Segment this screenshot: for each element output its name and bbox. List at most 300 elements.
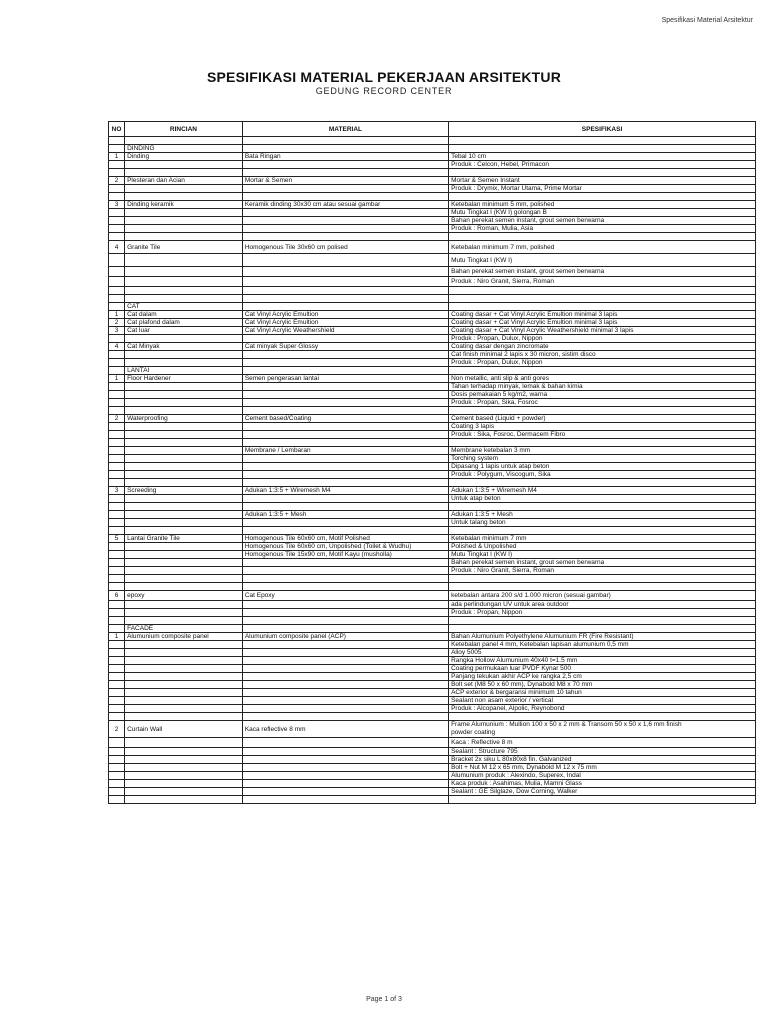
table-row	[109, 233, 756, 241]
cell-spesifikasi: Membrane ketebalan 3 mm	[449, 447, 756, 455]
table-row	[109, 455, 756, 463]
cell-no	[109, 772, 125, 780]
cell-spesifikasi: Mutu Tingkat I (KW I) golongan B	[449, 209, 756, 217]
cell-spesifikasi: Coating dasar + Cat Vinyl Acrylic Emultion minimal 3 lapis	[449, 319, 756, 327]
table-row	[109, 527, 756, 535]
page-number: Page 1 of 3	[366, 996, 402, 1003]
cell-rincian	[125, 738, 243, 748]
cell-no	[109, 277, 125, 287]
table-row	[109, 201, 756, 209]
cell-rincian: Cat luar	[125, 327, 243, 335]
cell-rincian	[125, 748, 243, 756]
cell-spesifikasi: Polished & Unpolished	[449, 543, 756, 551]
table-row	[109, 287, 756, 295]
specification-table	[108, 121, 756, 804]
cell-spesifikasi	[449, 303, 756, 311]
cell-rincian: FACADE	[125, 625, 243, 633]
cell-no	[109, 527, 125, 535]
cell-rincian	[125, 503, 243, 511]
table-row	[109, 713, 756, 721]
cell-spesifikasi: Kaca produk : Asahimas, Mulia, Mamni Glass	[449, 780, 756, 788]
cell-no: 1	[109, 153, 125, 161]
cell-material	[242, 503, 448, 511]
table-row	[109, 217, 756, 225]
cell-no: 2	[109, 721, 125, 738]
cell-spesifikasi: Alumunium produk : Alexindo, Superex, Indal	[449, 772, 756, 780]
cell-no: 1	[109, 311, 125, 319]
cell-rincian: Granite Tile	[125, 241, 243, 254]
cell-no	[109, 169, 125, 177]
cell-no	[109, 233, 125, 241]
cell-no	[109, 359, 125, 367]
table-row	[109, 609, 756, 617]
cell-no	[109, 463, 125, 471]
cell-spesifikasi: Adukan 1:3:5 + Mesh	[449, 511, 756, 519]
cell-spesifikasi: Bolt set (M8 50 x 60 mm), Dynabold M8 x 70 mm	[449, 681, 756, 689]
cell-no	[109, 161, 125, 169]
cell-material	[242, 455, 448, 463]
cell-material: Cement based/Coating	[242, 415, 448, 423]
cell-material: Adukan 1:3:5 + Wiremesh M4	[242, 487, 448, 495]
cell-no	[109, 447, 125, 455]
table-row	[109, 487, 756, 495]
cell-no	[109, 209, 125, 217]
column-header-no: NO	[109, 122, 125, 137]
cell-rincian	[125, 495, 243, 503]
table-row	[109, 367, 756, 375]
cell-rincian	[125, 479, 243, 487]
cell-material	[242, 287, 448, 295]
table-row	[109, 697, 756, 705]
cell-no	[109, 267, 125, 277]
document-subtitle: GEDUNG RECORD CENTER	[315, 86, 453, 96]
cell-spesifikasi: Ketebalan minimum 7 mm	[449, 535, 756, 543]
cell-material	[242, 519, 448, 527]
cell-material: Alumunium composite panel (ACP)	[242, 633, 448, 641]
table-row	[109, 327, 756, 335]
cell-rincian	[125, 399, 243, 407]
cell-material	[242, 689, 448, 697]
cell-material	[242, 649, 448, 657]
cell-rincian	[125, 335, 243, 343]
table-row	[109, 193, 756, 201]
cell-rincian	[125, 617, 243, 625]
table-row	[109, 277, 756, 287]
cell-no	[109, 471, 125, 479]
table-row	[109, 241, 756, 254]
cell-no	[109, 431, 125, 439]
cell-spesifikasi	[449, 407, 756, 415]
cell-rincian: Cat plafond dalam	[125, 319, 243, 327]
cell-rincian	[125, 673, 243, 681]
cell-rincian	[125, 575, 243, 583]
table-row	[109, 665, 756, 673]
cell-spesifikasi: Produk : Celcon, Hebel, Primacon	[449, 161, 756, 169]
cell-spesifikasi: Coating 3 lapis	[449, 423, 756, 431]
cell-material	[242, 705, 448, 713]
table-row	[109, 559, 756, 567]
cell-material	[242, 796, 448, 804]
cell-material	[242, 367, 448, 375]
cell-no	[109, 567, 125, 575]
cell-material	[242, 788, 448, 796]
cell-spesifikasi	[449, 713, 756, 721]
table-row	[109, 495, 756, 503]
cell-no	[109, 543, 125, 551]
cell-spesifikasi	[449, 479, 756, 487]
cell-no	[109, 796, 125, 804]
cell-rincian	[125, 796, 243, 804]
table-row	[109, 359, 756, 367]
cell-material	[242, 641, 448, 649]
cell-spesifikasi	[449, 527, 756, 535]
cell-spesifikasi: Produk : Roman, Mulia, Asia	[449, 225, 756, 233]
table-row	[109, 225, 756, 233]
cell-material	[242, 713, 448, 721]
table-row	[109, 705, 756, 713]
cell-no	[109, 748, 125, 756]
cell-spesifikasi: Ketebalan minimum 7 mm, polished	[449, 241, 756, 254]
cell-material	[242, 463, 448, 471]
cell-rincian	[125, 559, 243, 567]
cell-spesifikasi	[449, 193, 756, 201]
cell-material	[242, 225, 448, 233]
table-row	[109, 295, 756, 303]
table-row	[109, 543, 756, 551]
cell-spesifikasi	[449, 145, 756, 153]
table-row	[109, 145, 756, 153]
cell-no	[109, 383, 125, 391]
table-row	[109, 335, 756, 343]
table-row	[109, 447, 756, 455]
cell-material	[242, 527, 448, 535]
cell-spesifikasi: Untuk atap beton	[449, 495, 756, 503]
table-row	[109, 351, 756, 359]
cell-no	[109, 367, 125, 375]
cell-no	[109, 511, 125, 519]
cell-spesifikasi: Tebal 10 cm	[449, 153, 756, 161]
table-row	[109, 319, 756, 327]
cell-spesifikasi	[449, 287, 756, 295]
cell-spesifikasi	[449, 169, 756, 177]
table-row	[109, 267, 756, 277]
cell-material	[242, 617, 448, 625]
table-row	[109, 641, 756, 649]
cell-material: Membrane / Lembaran	[242, 447, 448, 455]
cell-material	[242, 351, 448, 359]
cell-no	[109, 657, 125, 665]
cell-spesifikasi: Produk : Propan, Nippon	[449, 609, 756, 617]
cell-spesifikasi	[449, 721, 756, 738]
cell-spesifikasi	[449, 367, 756, 375]
table-row	[109, 169, 756, 177]
cell-no	[109, 137, 125, 145]
cell-rincian	[125, 583, 243, 591]
cell-rincian	[125, 543, 243, 551]
cell-rincian: Curtain Wall	[125, 721, 243, 738]
cell-rincian: Waterproofing	[125, 415, 243, 423]
cell-rincian	[125, 463, 243, 471]
cell-spesifikasi: Dosis pemakaian 5 kg/m2, warna	[449, 391, 756, 399]
table-row	[109, 177, 756, 185]
cell-no	[109, 351, 125, 359]
cell-material	[242, 423, 448, 431]
cell-material	[242, 471, 448, 479]
cell-no	[109, 495, 125, 503]
cell-no	[109, 479, 125, 487]
cell-spesifikasi: Bracket 2x siku L 80x80x8 fin. Galvanized	[449, 756, 756, 764]
cell-no: 2	[109, 177, 125, 185]
cell-rincian	[125, 217, 243, 225]
cell-material	[242, 738, 448, 748]
cell-rincian	[125, 233, 243, 241]
cell-spesifikasi: Produk : Drymix, Mortar Utama, Prime Mortar	[449, 185, 756, 193]
table-row	[109, 649, 756, 657]
cell-spesifikasi: Non metallic, anti slip & anti gores	[449, 375, 756, 383]
cell-rincian	[125, 756, 243, 764]
table-row	[109, 721, 756, 738]
cell-rincian	[125, 267, 243, 277]
cell-material	[242, 145, 448, 153]
cell-spesifikasi: Sealant : Structure 795	[449, 748, 756, 756]
cell-spesifikasi: Mutu Tingkat I (KW I)	[449, 254, 756, 267]
cell-material	[242, 439, 448, 447]
cell-rincian	[125, 567, 243, 575]
cell-rincian	[125, 519, 243, 527]
cell-rincian: Cat Minyak	[125, 343, 243, 351]
cell-rincian	[125, 431, 243, 439]
table-row	[109, 431, 756, 439]
cell-rincian	[125, 359, 243, 367]
table-row	[109, 788, 756, 796]
table-row	[109, 399, 756, 407]
cell-material	[242, 681, 448, 689]
cell-no	[109, 185, 125, 193]
table-row	[109, 738, 756, 748]
table-row	[109, 764, 756, 772]
cell-material	[242, 756, 448, 764]
cell-rincian	[125, 137, 243, 145]
cell-rincian	[125, 295, 243, 303]
cell-spesifikasi: Untuk talang beton	[449, 519, 756, 527]
cell-material	[242, 233, 448, 241]
table-row	[109, 689, 756, 697]
cell-no	[109, 145, 125, 153]
column-header-rincian: RINCIAN	[125, 122, 243, 137]
cell-material: Semen pengerasan lantai	[242, 375, 448, 383]
cell-rincian	[125, 689, 243, 697]
cell-spesifikasi: Produk : Sika, Fosroc, Dermacem Fibro	[449, 431, 756, 439]
cell-material	[242, 335, 448, 343]
cell-no	[109, 625, 125, 633]
cell-rincian	[125, 169, 243, 177]
cell-spesifikasi	[449, 796, 756, 804]
table-row	[109, 185, 756, 193]
cell-no	[109, 335, 125, 343]
table-row	[109, 617, 756, 625]
cell-spesifikasi	[449, 583, 756, 591]
cell-spesifikasi: Bahan Alumunium Polyethylene Alumunium FR (Fire Resistant)	[449, 633, 756, 641]
cell-no	[109, 423, 125, 431]
cell-material	[242, 575, 448, 583]
cell-rincian: DINDING	[125, 145, 243, 153]
cell-spesifikasi: Sealant : GE Silglaze, Dow Corning, Walker	[449, 788, 756, 796]
cell-no	[109, 780, 125, 788]
cell-material	[242, 567, 448, 575]
cell-rincian: Alumunium composite panel	[125, 633, 243, 641]
table-row	[109, 503, 756, 511]
cell-material: Homogenous Tile 60x60 cm, Unpolished (Toilet & Wudhu)	[242, 543, 448, 551]
cell-material	[242, 780, 448, 788]
cell-no	[109, 705, 125, 713]
table-row	[109, 303, 756, 311]
cell-material: Keramik dinding 30x30 cm atau sesuai gambar	[242, 201, 448, 209]
cell-rincian	[125, 407, 243, 415]
cell-material	[242, 772, 448, 780]
cell-material: Homogenous Tile 30x60 cm polised	[242, 241, 448, 254]
cell-spesifikasi: ACP exterior & bergaransi minimum 10 tahun	[449, 689, 756, 697]
cell-spesifikasi: Cement based (Liquid + powder)	[449, 415, 756, 423]
table-row	[109, 439, 756, 447]
cell-rincian	[125, 471, 243, 479]
cell-material	[242, 169, 448, 177]
cell-spesifikasi: Coating dasar + Cat Vinyl Acrylic Emultion minimal 3 lapis	[449, 311, 756, 319]
cell-material	[242, 748, 448, 756]
cell-material: Homogenous Tile 60x60 cm, Motif Polished	[242, 535, 448, 543]
cell-no: 3	[109, 327, 125, 335]
cell-material: Kaca reflective 8 mm	[242, 721, 448, 738]
table-row	[109, 479, 756, 487]
cell-rincian: Plesteran dan Acian	[125, 177, 243, 185]
cell-rincian: Dinding	[125, 153, 243, 161]
cell-material	[242, 407, 448, 415]
cell-material	[242, 764, 448, 772]
cell-no	[109, 756, 125, 764]
cell-no	[109, 681, 125, 689]
table-row	[109, 583, 756, 591]
cell-spesifikasi: Produk : Propan, Dulux, Nippon	[449, 359, 756, 367]
cell-no	[109, 641, 125, 649]
cell-rincian	[125, 447, 243, 455]
cell-rincian	[125, 665, 243, 673]
cell-rincian: Floor Hardener	[125, 375, 243, 383]
cell-no	[109, 788, 125, 796]
table-row	[109, 780, 756, 788]
cell-no	[109, 399, 125, 407]
cell-spesifikasi: Alloy 5005	[449, 649, 756, 657]
table-row	[109, 681, 756, 689]
cell-no: 3	[109, 487, 125, 495]
cell-no	[109, 519, 125, 527]
cell-rincian	[125, 697, 243, 705]
cell-rincian	[125, 209, 243, 217]
cell-no	[109, 665, 125, 673]
cell-spesifikasi	[449, 137, 756, 145]
cell-no	[109, 575, 125, 583]
table-header-row	[109, 122, 756, 137]
cell-rincian	[125, 277, 243, 287]
cell-material	[242, 254, 448, 267]
cell-material	[242, 625, 448, 633]
cell-rincian	[125, 657, 243, 665]
cell-material: Cat Vinyl Acrylic Emultion	[242, 311, 448, 319]
cell-no	[109, 225, 125, 233]
cell-no	[109, 217, 125, 225]
cell-spesifikasi: Sealant non asam exterior / vertical	[449, 697, 756, 705]
cell-rincian: CAT	[125, 303, 243, 311]
cell-rincian: Cat dalam	[125, 311, 243, 319]
cell-rincian	[125, 764, 243, 772]
cell-spesifikasi: Dipasang 1 lapis untuk atap beton	[449, 463, 756, 471]
cell-material: Homogenous Tile 15x90 cm, Motif Kayu (musholla)	[242, 551, 448, 559]
table-row	[109, 407, 756, 415]
cell-no	[109, 193, 125, 201]
cell-no	[109, 601, 125, 609]
cell-material	[242, 185, 448, 193]
cell-no: 1	[109, 633, 125, 641]
cell-no	[109, 764, 125, 772]
table-row	[109, 575, 756, 583]
cell-material	[242, 697, 448, 705]
cell-spesifikasi: Coating permukaan luar PVDF Kynar 500	[449, 665, 756, 673]
cell-material	[242, 359, 448, 367]
cell-no	[109, 439, 125, 447]
cell-material: Cat Epoxy	[242, 591, 448, 601]
cell-spesifikasi	[449, 503, 756, 511]
cell-spesifikasi-line: Frame Alumunium : Mullion 100 x 50 x 2 mm & Transom 50 x 50 x 1,6 mm finish	[451, 721, 682, 728]
document-title: SPESIFIKASI MATERIAL PEKERJAAN ARSITEKTUR	[206, 69, 562, 85]
cell-no	[109, 295, 125, 303]
cell-no	[109, 738, 125, 748]
cell-material	[242, 559, 448, 567]
cell-material: Cat minyak Super Glossy	[242, 343, 448, 351]
table-row	[109, 772, 756, 780]
cell-material	[242, 391, 448, 399]
cell-no	[109, 254, 125, 267]
cell-rincian	[125, 551, 243, 559]
cell-no	[109, 303, 125, 311]
table-row	[109, 519, 756, 527]
cell-rincian	[125, 161, 243, 169]
cell-rincian	[125, 185, 243, 193]
cell-spesifikasi: Bahan perekat semen instant, grout semen berwarna	[449, 267, 756, 277]
cell-no: 6	[109, 591, 125, 601]
table-row	[109, 657, 756, 665]
cell-spesifikasi: Bolt + Nut M 12 x 65 mm, Dynabold M 12 x 75 mm	[449, 764, 756, 772]
cell-material	[242, 673, 448, 681]
cell-no	[109, 697, 125, 705]
cell-material	[242, 137, 448, 145]
cell-rincian: epoxy	[125, 591, 243, 601]
cell-material	[242, 295, 448, 303]
cell-spesifikasi	[449, 295, 756, 303]
cell-rincian	[125, 511, 243, 519]
cell-rincian	[125, 601, 243, 609]
cell-no	[109, 689, 125, 697]
cell-rincian	[125, 780, 243, 788]
table-row	[109, 311, 756, 319]
cell-no	[109, 455, 125, 463]
cell-spesifikasi: Coating dasar dengan zincromate	[449, 343, 756, 351]
column-header-spesifikasi: SPESIFIKASI	[449, 122, 756, 137]
table-row	[109, 625, 756, 633]
cell-no: 4	[109, 241, 125, 254]
cell-no: 3	[109, 201, 125, 209]
cell-spesifikasi: Produk : Propan, Dulux, Nippon	[449, 335, 756, 343]
cell-spesifikasi: Produk : Alcopanel, Alpolic, Reynobond	[449, 705, 756, 713]
cell-rincian	[125, 439, 243, 447]
table-row	[109, 343, 756, 351]
